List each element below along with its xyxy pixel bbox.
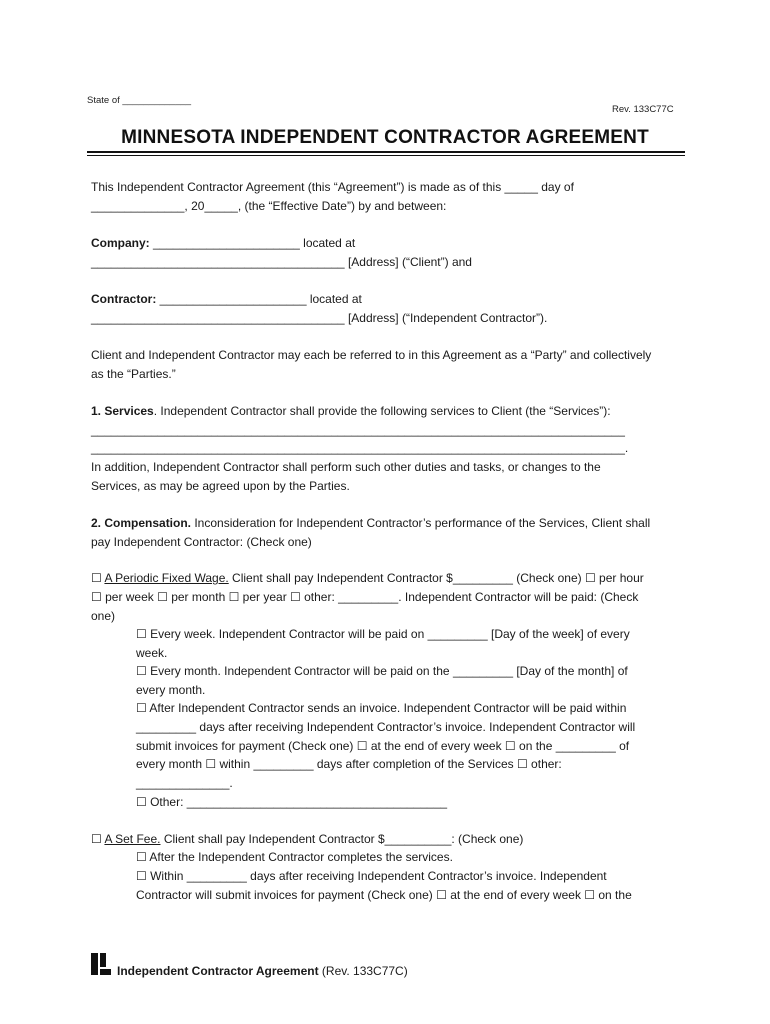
services-blank: ________________________________________________________________________________ [91,423,625,437]
parties-line: Client and Independent Contractor may each be referred to in this Agreement as a “Party” and collectively [91,348,652,362]
pay-option-invoice: ______________. [136,776,233,790]
contractor-label: Contractor: [91,292,157,306]
checkbox[interactable]: ☐ [91,832,105,846]
set-fee-option-invoice: Contractor will submit invoices for payment (Check one) ☐ at the end of every week ☐ on the [136,888,632,902]
title-rule-thick [87,151,685,153]
set-fee-line [91,832,523,847]
parties-line: as the “Parties.” [91,367,176,381]
set-fee-option-invoice: ☐ Within _________ days after receiving Independent Contractor’s invoice. Independent [136,869,607,883]
pay-option-invoice: _________ days after receiving Independent Contractor’s invoice. Independent Contractor will [136,720,636,734]
services-blank: ________________________________________________________________________________. [91,441,629,455]
legal-templates-logo-icon [90,952,112,976]
intro-line: ______________, 20_____, (the “Effective Date”) by and between: [91,199,447,213]
services-text: . Independent Contractor shall provide the following services to Client (the “Services”): [153,404,611,418]
pay-option-monthly: ☐ Every month. Independent Contractor will be paid on the _________ [Day of the month] of [136,664,628,678]
company-text: ______________________ located at [149,236,356,250]
compensation-heading: 2. Compensation. [91,516,192,530]
pay-option-weekly: week. [136,646,168,660]
footer [117,964,408,978]
services-line: Services, as may be agreed upon by the Parties. [91,479,350,493]
company-line [91,236,355,251]
contractor-address-line: ______________________________________ [Address] (“Independent Contractor”). [91,311,548,325]
set-fee-label: A Set Fee. [104,832,161,846]
periodic-wage-line [91,571,644,586]
services-line: In addition, Independent Contractor shall perform such other duties and tasks, or changes to the [91,460,601,474]
footer-title: Independent Contractor Agreement [117,964,319,978]
company-address-line: ______________________________________ [Address] (“Client”) and [91,255,472,269]
set-fee-text: Client shall pay Independent Contractor $__________: (Check one) [160,832,524,846]
pay-option-invoice: submit invoices for payment (Check one) ☐ at the end of every week ☐ on the _________ of [136,739,630,753]
pay-option-other: ☐ Other: _______________________________________ [136,795,448,809]
set-fee-option-completion: ☐ After the Independent Contractor completes the services. [136,850,453,864]
checkbox[interactable]: ☐ [91,571,105,585]
pay-option-invoice: every month ☐ within _________ days after completion of the Services ☐ other: [136,757,562,771]
contractor-text: ______________________ located at [156,292,362,306]
revision-number: Rev. 133C77C [612,104,674,115]
pay-option-monthly: every month. [136,683,206,697]
periodic-wage-line: one) [91,609,116,623]
services-heading: 1. Services [91,404,154,418]
pay-option-weekly: ☐ Every week. Independent Contractor will be paid on _________ [Day of the week] of every [136,627,630,641]
compensation-line [91,516,650,531]
periodic-wage-line: ☐ per week ☐ per month ☐ per year ☐ other: _________. Independent Contractor will be paid: (Check [91,590,639,604]
compensation-text: Inconsideration for Independent Contractor’s performance of the Services, Client shall [191,516,651,530]
compensation-line: pay Independent Contractor: (Check one) [91,535,312,549]
title-rule-thin [87,155,685,156]
contractor-line [91,292,362,307]
pay-option-invoice: ☐ After Independent Contractor sends an invoice. Independent Contractor will be paid within [136,701,627,715]
periodic-wage-text: Client shall pay Independent Contractor $_________ (Check one) ☐ per hour [228,571,644,585]
state-line: State of _____________ [87,95,192,106]
document-title: MINNESOTA INDEPENDENT CONTRACTOR AGREEMENT [121,127,649,148]
services-line [91,404,611,419]
intro-line: This Independent Contractor Agreement (this “Agreement”) is made as of this _____ day of [91,180,574,194]
periodic-wage-label: A Periodic Fixed Wage. [104,571,229,585]
company-label: Company: [91,236,150,250]
footer-revision: (Rev. 133C77C) [318,964,408,978]
